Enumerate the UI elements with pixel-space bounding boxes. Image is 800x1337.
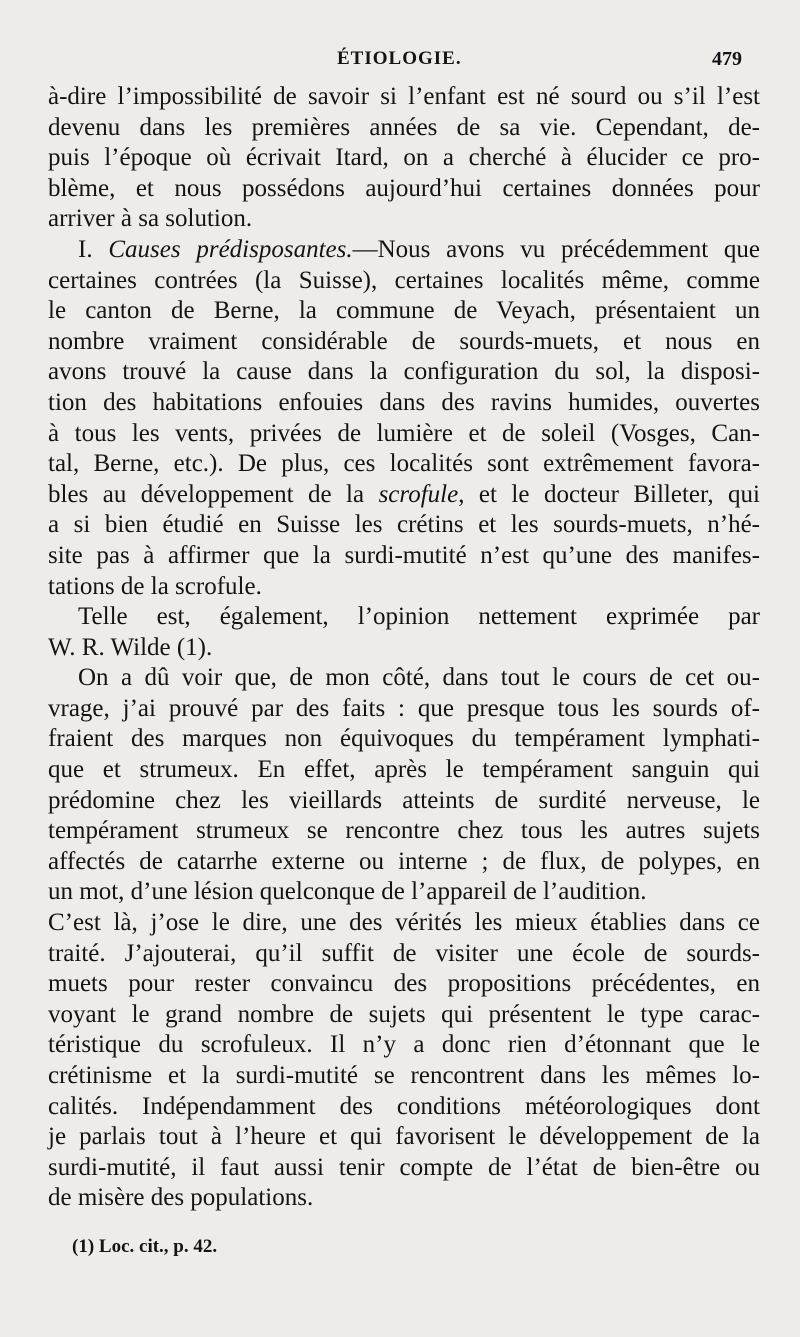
text-line: vrage, j’ai prouvé par des faits : que presque tous les sourds of-: [48, 694, 760, 722]
text-line: téristique du scrofuleux. Il n’y a donc rien d’étonnant que le: [48, 1031, 760, 1059]
text-line: On a dû voir que, de mon côté, dans tout le cours de cet ou-: [78, 664, 760, 692]
text-line: je parlais tout à l’heure et qui favorisent le développement de la: [48, 1123, 760, 1151]
text-line: Telle est, également, l’opinion nettement exprimée par: [78, 603, 760, 631]
text-line: site pas à affirmer que la surdi-mutité n’est qu’une des manifes-: [48, 541, 760, 569]
text-line: prédomine chez les vieillards atteints de surdité nerveuse, le: [48, 786, 760, 814]
text-line: surdi-mutité, il faut aussi tenir compte de l’état de bien-être ou: [48, 1153, 760, 1181]
footnote: (1) Loc. cit., p. 42.: [72, 1236, 218, 1257]
text-line: le canton de Berne, la commune de Veyach, présentaient un: [48, 297, 760, 325]
paragraph-intro: [48, 82, 760, 235]
text-line: tempérament strumeux se rencontre chez tous les autres sujets: [48, 817, 760, 845]
text-line: avons trouvé la cause dans la configuration du sol, la disposi-: [48, 358, 760, 386]
text-line: certaines contrées (la Suisse), certaines localités même, comme: [48, 266, 760, 294]
text-line: blème, et nous possédons aujourd’hui certaines données pour: [48, 174, 760, 202]
text-line: arriver à sa solution.: [48, 205, 253, 233]
text-line: de misère des populations.: [48, 1184, 314, 1212]
page-header: [0, 46, 800, 76]
text-line: à-dire l’impossibilité de savoir si l’enfant est né sourd ou s’il l’est: [48, 83, 760, 110]
text-fragment: bles au développement de la: [48, 480, 379, 508]
text-line: traité. J’ajouterai, qu’il suffit de visiter une école de sourds-: [48, 939, 760, 967]
text-line: muets pour rester convaincu des propositions précédentes, en: [48, 970, 760, 998]
text-line: tal, Berne, etc.). De plus, ces localités sont extrêmement favora-: [48, 450, 760, 478]
text-line: W. R. Wilde (1).: [48, 633, 213, 661]
text-line: affectés de catarrhe externe ou interne ; de flux, de polypes, en: [48, 847, 760, 875]
text-line: C’est là, j’ose le dire, une des vérités les mieux établies dans ce: [48, 909, 760, 937]
text-line: tion des habitations enfouies dans des ravins humides, ouvertes: [48, 388, 760, 416]
text-line: a si bien étudié en Suisse les crétins et les sourds-muets, n’hé-: [48, 511, 760, 539]
section-number: I.: [78, 235, 93, 263]
text-line: fraient des marques non équivoques du tempérament lymphati-: [48, 725, 760, 753]
running-title: ÉTIOLOGIE.: [337, 48, 462, 69]
section-title: Causes prédisposantes.: [108, 235, 353, 263]
text-line: calités. Indépendamment des conditions météorologiques dont: [48, 1092, 760, 1120]
paragraph-causes: [48, 235, 760, 602]
text-line: [48, 235, 760, 266]
text-line: que et strumeux. En effet, après le tempérament sanguin qui: [48, 756, 760, 784]
text-line: puis l’époque où écrivait Itard, on a cherché à élucider ce pro-: [48, 144, 760, 172]
paragraph-wilde: [48, 602, 760, 663]
text-fragment: —Nous avons vu précédemment que: [352, 235, 760, 263]
text-line: nombre vraiment considérable de sourds-muets, et nous en: [48, 327, 760, 355]
text-line: crétinisme et la surdi-mutité se rencontrent dans les mêmes lo-: [48, 1062, 760, 1089]
text-line: voyant le grand nombre de sujets qui présentent le type carac-: [48, 1000, 760, 1028]
text-line: à tous les vents, privées de lumière et de soleil (Vosges, Can-: [48, 419, 760, 447]
text-line: [48, 480, 760, 511]
body-text: [48, 82, 760, 1214]
text-line: tations de la scrofule.: [48, 572, 262, 600]
text-fragment: , et le docteur Billeter, qui: [458, 480, 761, 508]
page-number: 479: [712, 48, 742, 70]
scrofule-word: scrofule: [378, 480, 459, 508]
text-line: devenu dans les premières années de sa vie. Cependant, de-: [48, 113, 760, 141]
paragraph-temperament: [48, 663, 760, 1214]
text-line: un mot, d’une lésion quelconque de l’appareil de l’audition.: [48, 878, 647, 906]
